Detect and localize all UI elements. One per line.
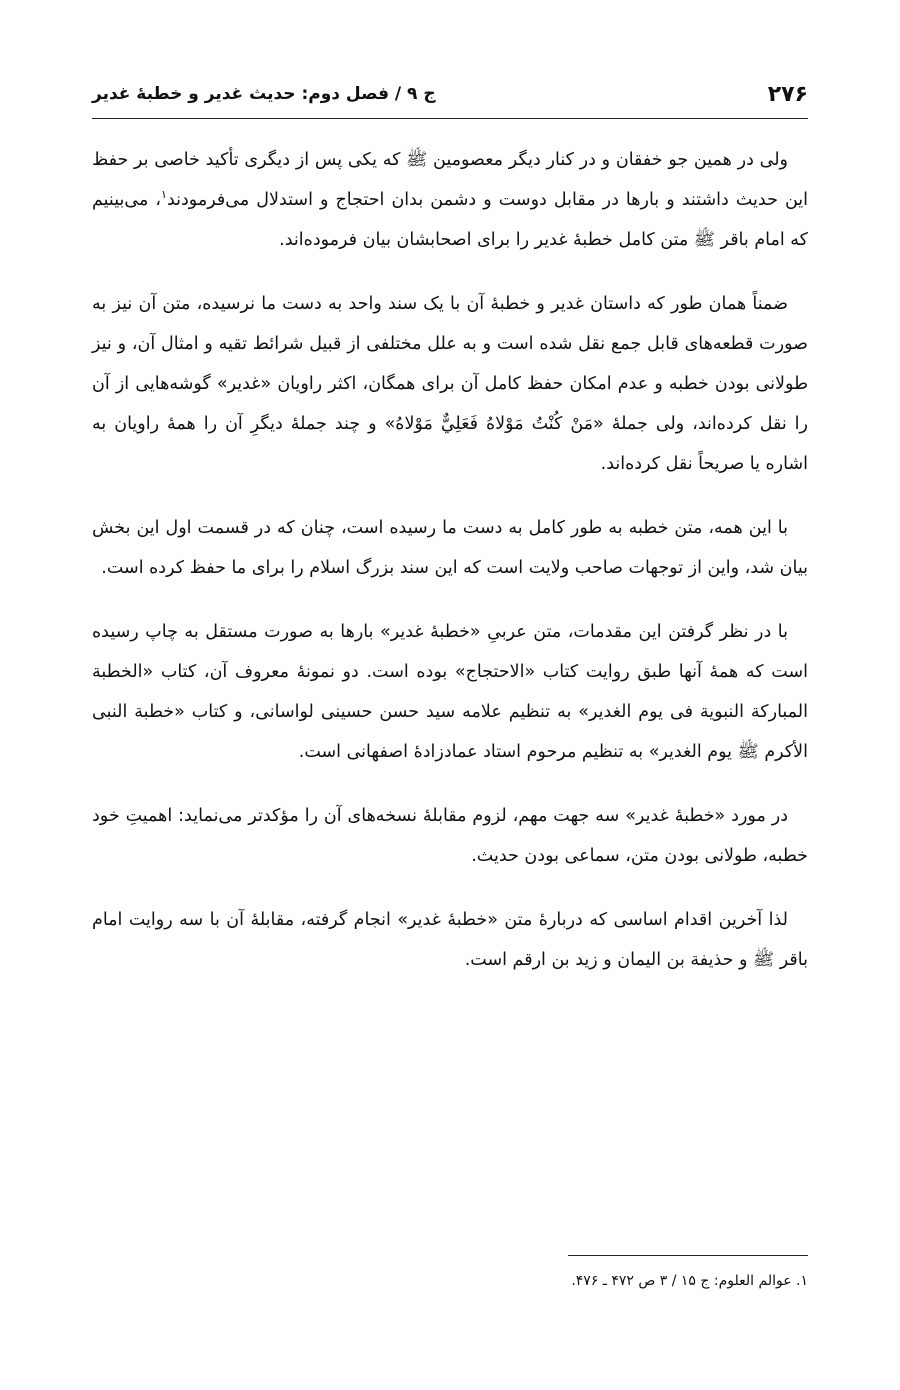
paragraph-6: لذا آخرین اقدام اساسی که دربارهٔ متن «خطبهٔ غدیر» انجام گرفته، مقابلهٔ آن با سه روایت امام باقر ﷺ و حذیفة بن الیمان و زید بن ارقم است. — [92, 910, 808, 970]
page-header — [92, 70, 808, 119]
footnote-divider — [568, 1255, 808, 1256]
paragraph-2: ضمناً همان طور که داستان غدیر و خطبهٔ آن با یک سند واحد به دست ما نرسیده، متن آن نیز به صورت قطعه‌های قابل جمع نقل شده است و به علل مختلفی از قبیل شرائط تقیه و امثال آن، و نیز طولانی بودن خطبه و عدم امکان حفظ کامل آن برای همگان، اکثر راویان «غدیر» گوشه‌هایی از آن را نقل کرده‌اند، ولی جملهٔ «مَنْ كُنْتُ مَوْلاهُ فَعَلِيٌّ مَوْلاهُ» و چند جملهٔ دیگرِ آن را همهٔ راویان به اشاره یا صریحاً نقل کرده‌اند. — [92, 294, 808, 474]
running-title: ج ۹ / فصل دوم: حدیث غدیر و خطبهٔ غدیر — [92, 84, 436, 104]
footnote: ۱. عوالم العلوم: ج ۱۵ / ۳ ص ۴۷۲ ـ ۴۷۶. — [571, 1273, 808, 1289]
paragraph-5: در مورد «خطبهٔ غدیر» سه جهت مهم، لزوم مقابلهٔ نسخه‌های آن را مؤکدتر می‌نماید: اهمیتِ خود خطبه، طولانی بودن متن، سماعی بودن حدیث. — [92, 806, 808, 866]
page-number: ۲۷۶ — [767, 81, 808, 107]
footnote-marker: ۱ — [161, 188, 167, 202]
paragraph-3: با این همه، متن خطبه به طور کامل به دست ما رسیده است، چنان که در قسمت اول این بخش بیان شد، واین از توجهات صاحب ولایت است که این سند بزرگ اسلام را برای ما حفظ کرده است. — [92, 518, 808, 578]
paragraph-1-continuation: ، می‌بینیم که امام باقر ﷺ متن کامل خطبهٔ غدیر را برای اصحابشان بیان فرموده‌اند. — [92, 190, 808, 250]
main-text — [92, 140, 808, 1004]
paragraph-1-text: ولی در همین جو خفقان و در کنار دیگر معصومین ﷺ که یکی پس از دیگری تأکید خاصی بر حفظ این حدیث داشتند و بارها در مقابل دوست و دشمن بدان احتجاج و استدلال می‌فرمودند — [92, 150, 809, 210]
paragraph-4: با در نظر گرفتن این مقدمات، متن عربیِ «خطبهٔ غدیر» بارها به صورت مستقل به چاپ رسیده است که همهٔ آنها طبق روایت کتاب «الاحتجاج» بوده است. دو نمونهٔ معروف آن، کتاب «الخطبة المباركة النبوية فی یوم الغدیر» به تنظیم علامه سید حسن حسینی لواسانی، و کتاب «خطبة النبی الأکرم ﷺ یوم الغدیر» به تنظیم مرحوم استاد عمادزادهٔ اصفهانی است. — [92, 622, 808, 762]
paragraph-1 — [92, 140, 808, 260]
